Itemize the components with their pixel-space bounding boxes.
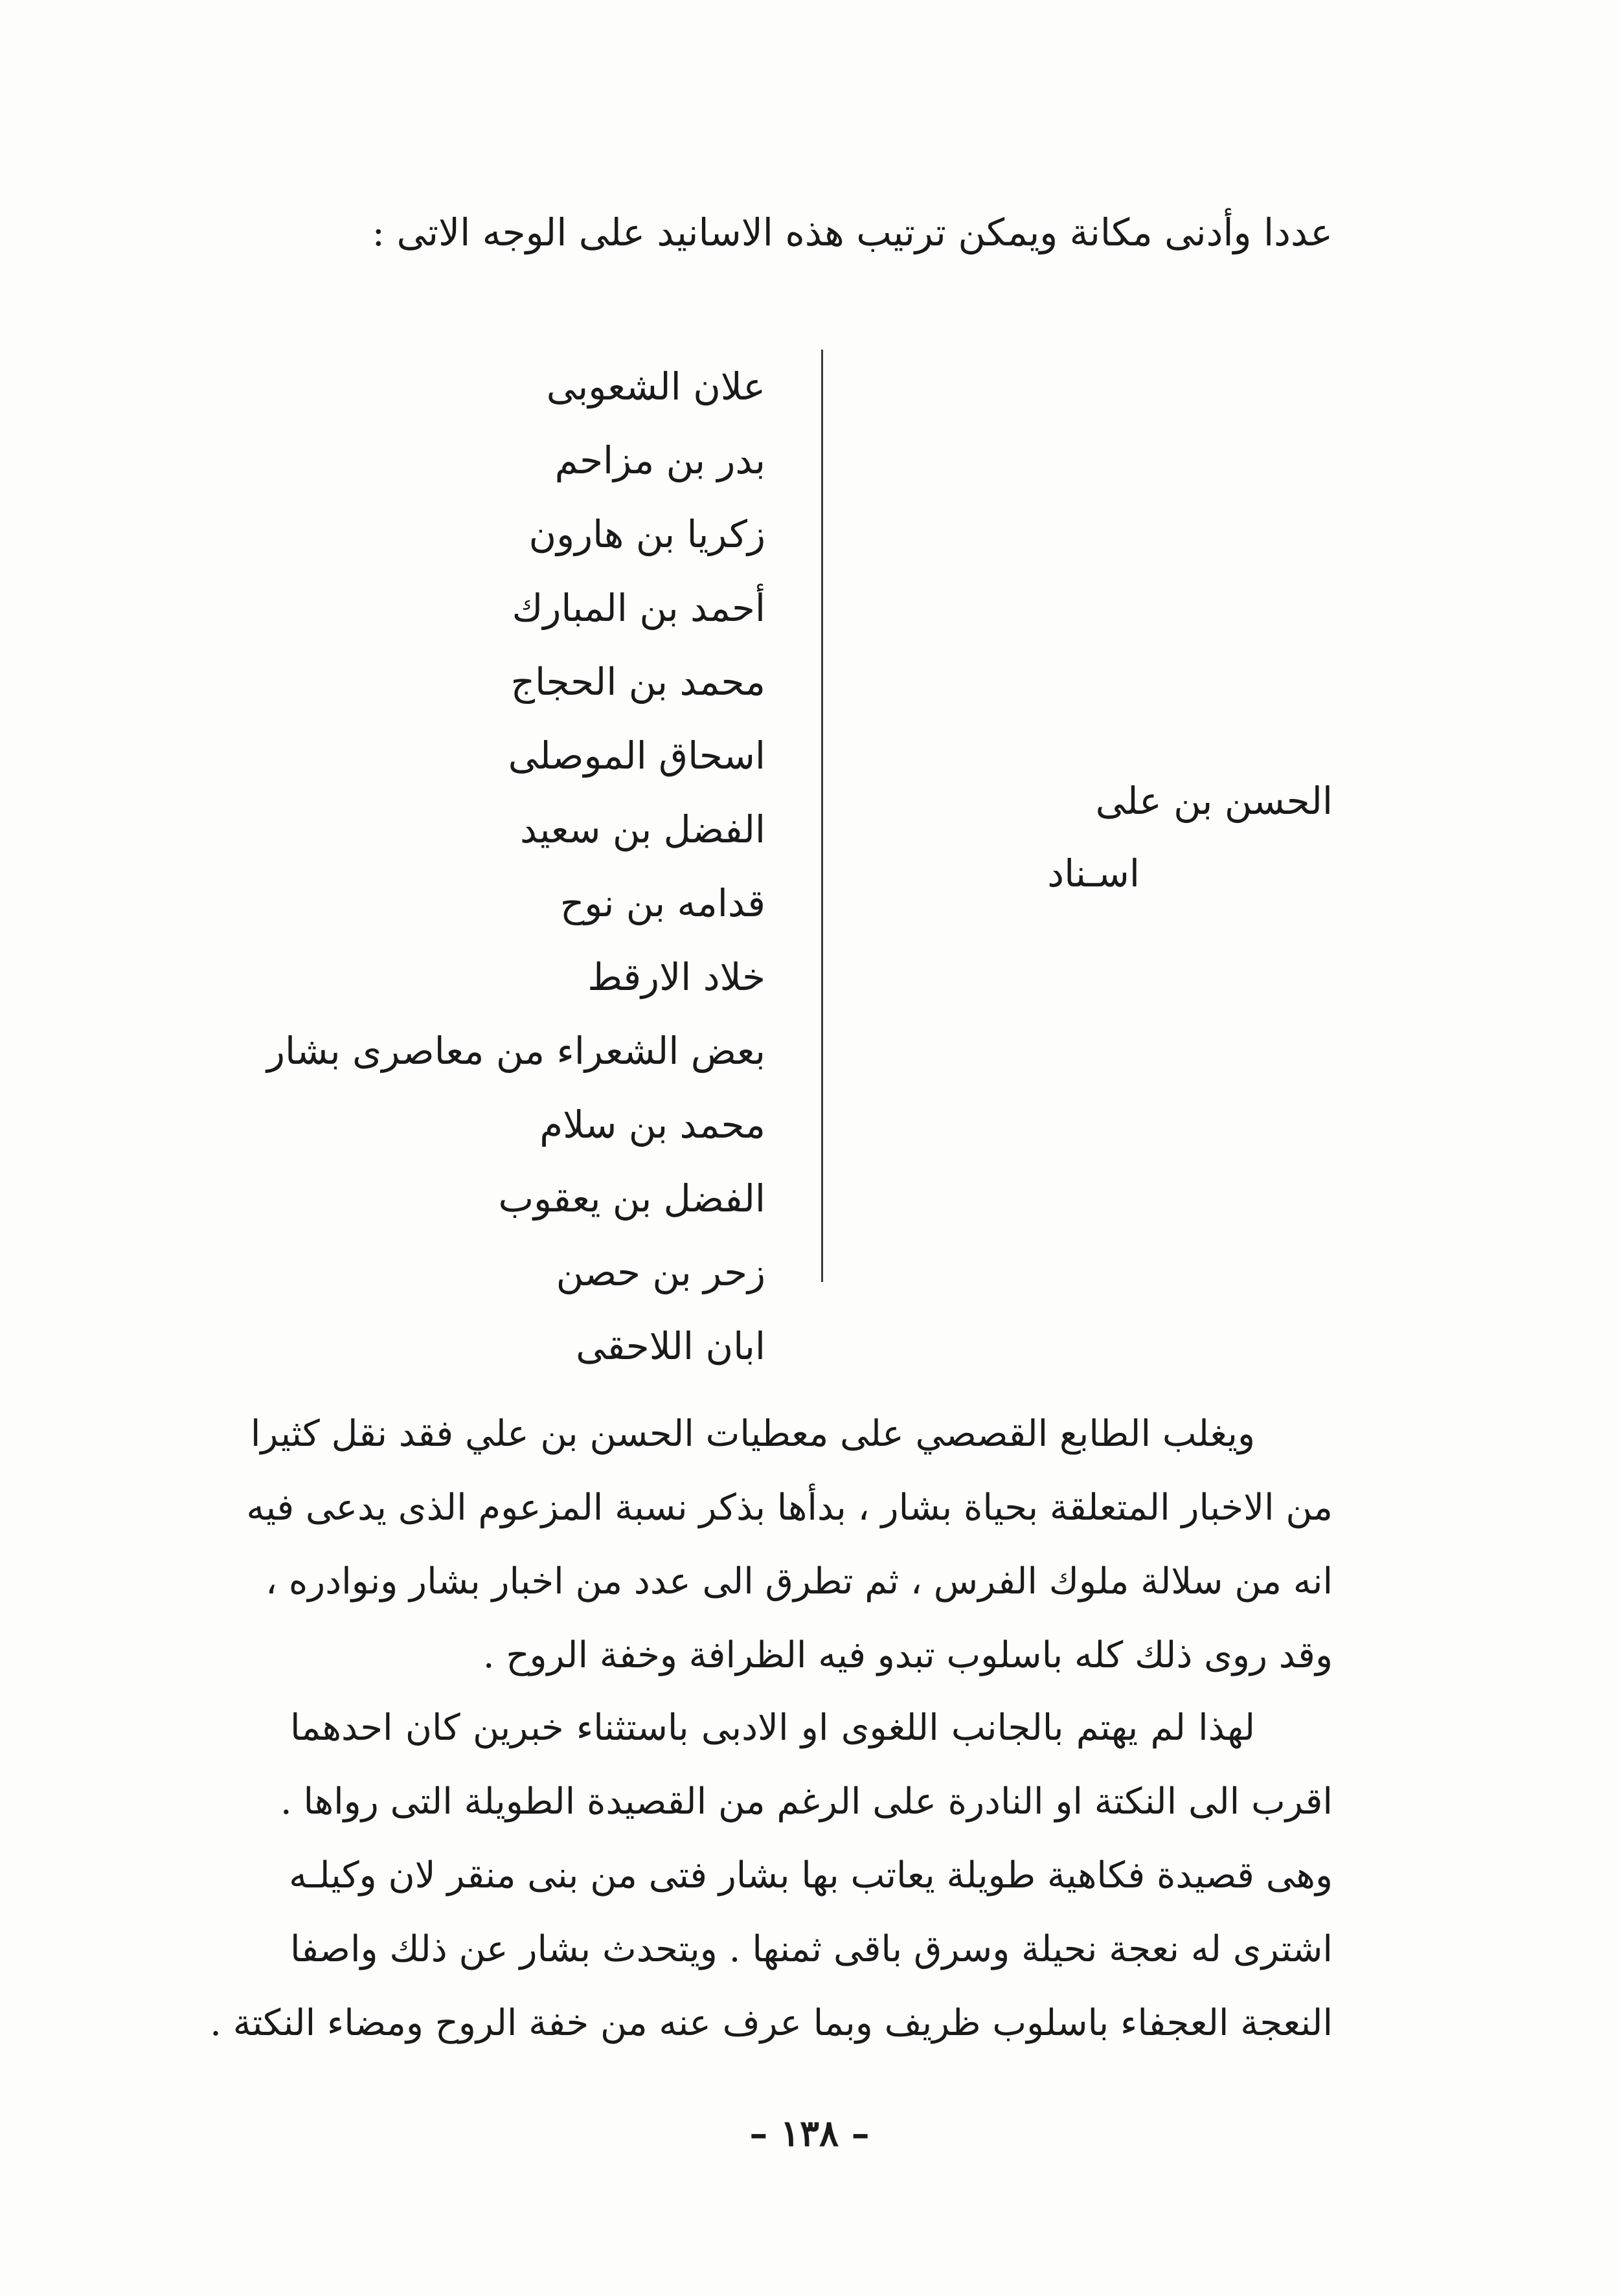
paragraph-line: وقد روى ذلك كله باسلوب تبدو فيه الظرافة وخفة الروح . [482,1634,1333,1676]
paragraph-line: اقرب الى النكتة او النادرة على الرغم من القصيدة الطويلة التى رواها . [280,1781,1333,1823]
chain-item: قدامه بن نوح [560,881,765,925]
paragraph-line: اشترى له نعجة نحيلة وسرق باقى ثمنها . ويتحدث بشار عن ذلك واصفا [290,1928,1333,1970]
chain-item: علان الشعوبى [546,365,765,409]
paragraph-line: من الاخبار المتعلقة بحياة بشار ، بدأها بذكر نسبة المزعوم الذى يدعى فيه [246,1487,1333,1529]
chain-item: بعض الشعراء من معاصرى بشار [267,1029,765,1073]
chain-item: أحمد بن المبارك [512,586,765,630]
chain-item: محمد بن الحجاج [510,660,765,704]
paragraph-1 [246,1397,1333,1693]
paragraph-2 [210,1691,1333,2060]
page-number: – ١٣٨ – [749,2112,870,2155]
chain-item: زكريا بن هارون [528,512,765,556]
paragraph-line: النعجة العجفاء باسلوب ظريف وبما عرف عنه من خفة الروح ومضاء النكتة . [210,2002,1333,2044]
chain-item: اسحاق الموصلى [508,734,765,778]
isnad-chain-list [183,350,765,1383]
chain-item: الفضل بن سعيد [519,807,765,851]
source-label: اسـناد [1047,851,1140,895]
paragraph-line: ويغلب الطابع القصصي على معطيات الحسن بن علي فقد نقل كثيرا [250,1413,1255,1455]
chain-item: الفضل بن يعقوب [498,1176,765,1221]
intro-line: عددا وأدنى مكانة ويمكن ترتيب هذه الاسانيد على الوجه الاتى : [372,210,1333,254]
chain-item: محمد بن سلام [539,1103,765,1147]
vertical-divider [821,350,823,1282]
source-name: الحسن بن على [1095,779,1333,823]
chain-item: زحر بن حصن [556,1250,765,1294]
chain-item: بدر بن مزاحم [554,438,765,482]
paragraph-line: وهى قصيدة فكاهية طويلة يعاتب بها بشار فتى من بنى منقر لان وكيلـه [289,1854,1333,1896]
paragraph-line: لهذا لم يهتم بالجانب اللغوى او الادبى باستثناء خبرين كان احدهما [290,1707,1256,1749]
chain-item: خلاد الارقط [587,955,765,999]
paragraph-line: انه من سلالة ملوك الفرس ، ثم تطرق الى عدد من اخبار بشار ونوادره ، [265,1560,1333,1603]
chain-item: ابان اللاحقى [576,1324,765,1368]
